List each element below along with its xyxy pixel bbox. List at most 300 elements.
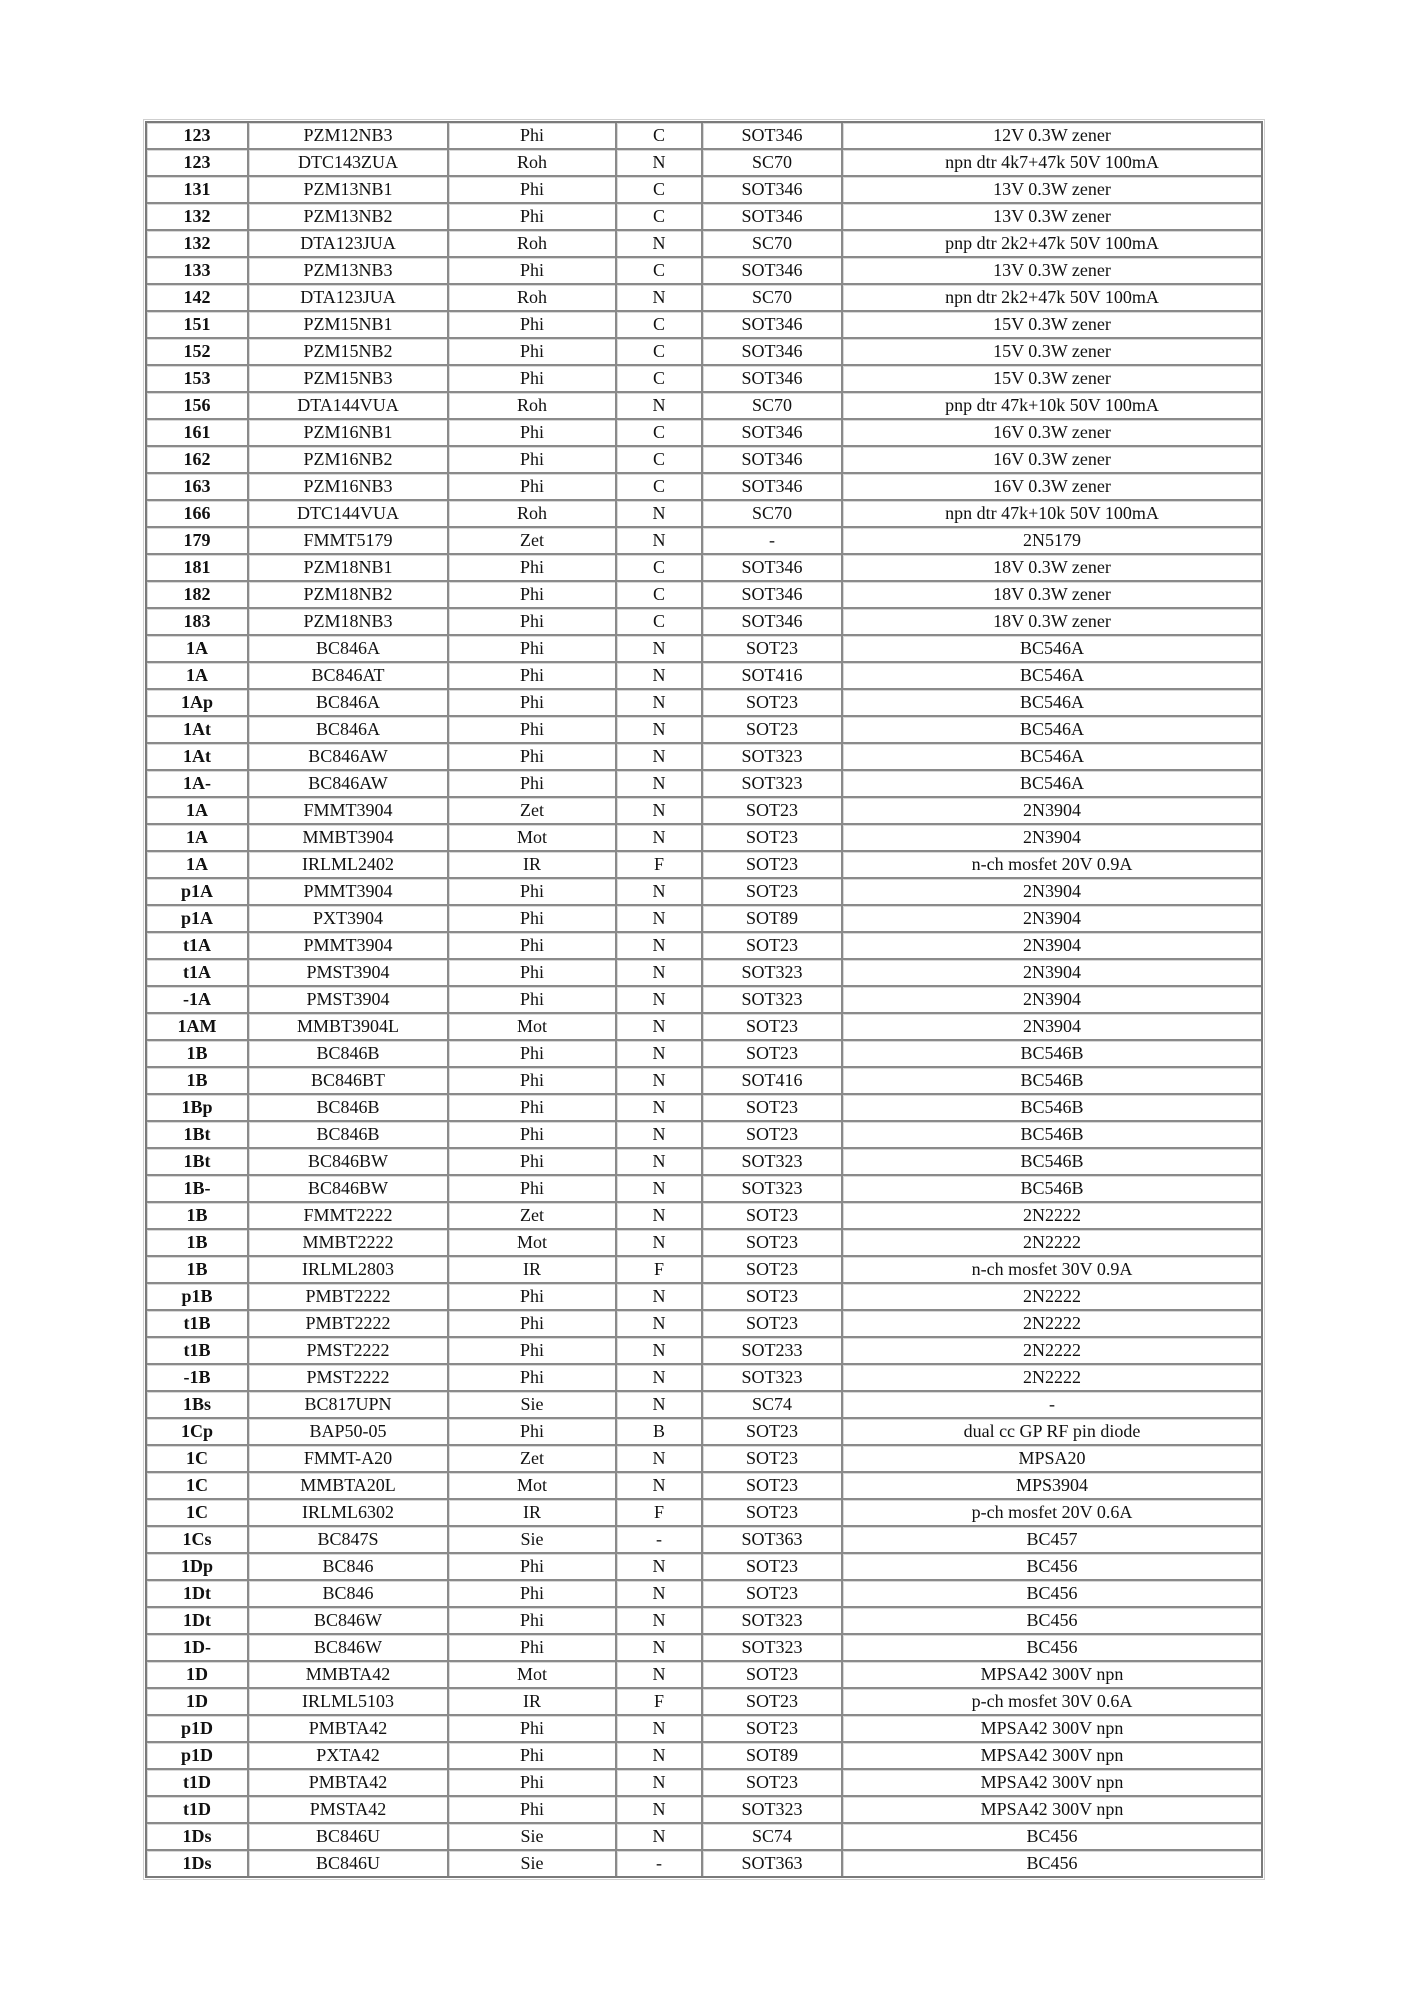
- package-cell: SOT323: [703, 987, 843, 1014]
- description-cell: MPSA42 300V npn: [843, 1797, 1261, 1824]
- package-cell: SOT23: [703, 852, 843, 879]
- marking-code-cell: 1A: [147, 852, 249, 879]
- type-code-cell: C: [617, 420, 703, 447]
- description-cell: MPSA42 300V npn: [843, 1770, 1261, 1797]
- table-row: [147, 123, 1261, 150]
- type-code-cell: N: [617, 906, 703, 933]
- table-row: [147, 1392, 1261, 1419]
- type-code-cell: N: [617, 690, 703, 717]
- description-cell: BC546A: [843, 690, 1261, 717]
- marking-code-cell: 1A: [147, 663, 249, 690]
- type-code-cell: N: [617, 1554, 703, 1581]
- manufacturer-cell: Phi: [449, 1581, 617, 1608]
- description-cell: BC456: [843, 1824, 1261, 1851]
- manufacturer-cell: Phi: [449, 1554, 617, 1581]
- type-code-cell: N: [617, 933, 703, 960]
- manufacturer-cell: Phi: [449, 1311, 617, 1338]
- marking-code-cell: 161: [147, 420, 249, 447]
- table-row: [147, 663, 1261, 690]
- type-code-cell: N: [617, 1230, 703, 1257]
- type-code-cell: N: [617, 825, 703, 852]
- manufacturer-cell: Phi: [449, 906, 617, 933]
- marking-code-cell: 166: [147, 501, 249, 528]
- marking-code-cell: -1B: [147, 1365, 249, 1392]
- package-cell: SC70: [703, 231, 843, 258]
- package-cell: SOT346: [703, 609, 843, 636]
- marking-code-cell: 1B: [147, 1230, 249, 1257]
- description-cell: BC456: [843, 1581, 1261, 1608]
- package-cell: SOT323: [703, 1176, 843, 1203]
- type-code-cell: N: [617, 1716, 703, 1743]
- table-row: [147, 1176, 1261, 1203]
- marking-code-cell: 1B: [147, 1068, 249, 1095]
- marking-code-cell: 1A: [147, 636, 249, 663]
- manufacturer-cell: Mot: [449, 825, 617, 852]
- part-number-cell: BC846B: [249, 1095, 449, 1122]
- package-cell: SOT416: [703, 1068, 843, 1095]
- package-cell: SOT23: [703, 798, 843, 825]
- part-number-cell: PMBT2222: [249, 1284, 449, 1311]
- marking-code-cell: 1C: [147, 1446, 249, 1473]
- type-code-cell: N: [617, 960, 703, 987]
- table-row: [147, 1068, 1261, 1095]
- table-row: [147, 1662, 1261, 1689]
- table-row: [147, 879, 1261, 906]
- part-number-cell: PMST2222: [249, 1338, 449, 1365]
- part-number-cell: BC846: [249, 1581, 449, 1608]
- marking-code-cell: 183: [147, 609, 249, 636]
- part-number-cell: FMMT-A20: [249, 1446, 449, 1473]
- description-cell: BC546A: [843, 717, 1261, 744]
- package-cell: SOT346: [703, 555, 843, 582]
- marking-code-cell: 1A-: [147, 771, 249, 798]
- manufacturer-cell: Phi: [449, 1122, 617, 1149]
- marking-code-cell: 123: [147, 123, 249, 150]
- package-cell: SOT23: [703, 933, 843, 960]
- manufacturer-cell: IR: [449, 1500, 617, 1527]
- marking-code-cell: p1D: [147, 1743, 249, 1770]
- part-number-cell: BC846AW: [249, 744, 449, 771]
- type-code-cell: N: [617, 1068, 703, 1095]
- part-number-cell: BC846B: [249, 1041, 449, 1068]
- table-row: [147, 339, 1261, 366]
- package-cell: SOT323: [703, 771, 843, 798]
- marking-code-cell: t1B: [147, 1311, 249, 1338]
- package-cell: SOT346: [703, 204, 843, 231]
- type-code-cell: N: [617, 1284, 703, 1311]
- description-cell: 2N3904: [843, 960, 1261, 987]
- description-cell: 13V 0.3W zener: [843, 177, 1261, 204]
- marking-code-cell: t1B: [147, 1338, 249, 1365]
- part-number-cell: BC846W: [249, 1635, 449, 1662]
- type-code-cell: F: [617, 1689, 703, 1716]
- type-code-cell: N: [617, 1149, 703, 1176]
- description-cell: -: [843, 1392, 1261, 1419]
- part-number-cell: PZM15NB3: [249, 366, 449, 393]
- type-code-cell: C: [617, 123, 703, 150]
- table-row: [147, 1257, 1261, 1284]
- part-number-cell: PMSTA42: [249, 1797, 449, 1824]
- part-number-cell: DTA144VUA: [249, 393, 449, 420]
- description-cell: 15V 0.3W zener: [843, 339, 1261, 366]
- marking-code-cell: -1A: [147, 987, 249, 1014]
- package-cell: SOT323: [703, 1797, 843, 1824]
- package-cell: SOT23: [703, 825, 843, 852]
- package-cell: SOT23: [703, 1311, 843, 1338]
- manufacturer-cell: Phi: [449, 663, 617, 690]
- description-cell: 13V 0.3W zener: [843, 258, 1261, 285]
- table-row: [147, 528, 1261, 555]
- package-cell: SOT89: [703, 1743, 843, 1770]
- manufacturer-cell: Phi: [449, 717, 617, 744]
- type-code-cell: C: [617, 312, 703, 339]
- description-cell: 2N3904: [843, 987, 1261, 1014]
- marking-code-cell: 1Bt: [147, 1149, 249, 1176]
- package-cell: SOT346: [703, 312, 843, 339]
- description-cell: MPSA42 300V npn: [843, 1662, 1261, 1689]
- package-cell: SOT23: [703, 1689, 843, 1716]
- type-code-cell: N: [617, 1581, 703, 1608]
- part-number-cell: BC847S: [249, 1527, 449, 1554]
- table-row: [147, 1689, 1261, 1716]
- manufacturer-cell: Phi: [449, 771, 617, 798]
- marking-code-cell: 1C: [147, 1500, 249, 1527]
- package-cell: SOT363: [703, 1527, 843, 1554]
- package-cell: SOT346: [703, 123, 843, 150]
- description-cell: 2N3904: [843, 825, 1261, 852]
- package-cell: SOT23: [703, 1770, 843, 1797]
- type-code-cell: B: [617, 1419, 703, 1446]
- description-cell: 2N5179: [843, 528, 1261, 555]
- type-code-cell: C: [617, 582, 703, 609]
- part-number-cell: PZM16NB1: [249, 420, 449, 447]
- table-row: [147, 987, 1261, 1014]
- manufacturer-cell: Phi: [449, 933, 617, 960]
- description-cell: MPSA42 300V npn: [843, 1743, 1261, 1770]
- manufacturer-cell: Phi: [449, 1068, 617, 1095]
- marking-code-cell: 1Bp: [147, 1095, 249, 1122]
- manufacturer-cell: Zet: [449, 528, 617, 555]
- manufacturer-cell: Phi: [449, 744, 617, 771]
- manufacturer-cell: Phi: [449, 1176, 617, 1203]
- description-cell: BC546B: [843, 1176, 1261, 1203]
- type-code-cell: N: [617, 1122, 703, 1149]
- package-cell: SC74: [703, 1392, 843, 1419]
- marking-code-cell: t1A: [147, 960, 249, 987]
- table-row: [147, 1122, 1261, 1149]
- description-cell: 2N2222: [843, 1365, 1261, 1392]
- description-cell: 13V 0.3W zener: [843, 204, 1261, 231]
- description-cell: BC546B: [843, 1122, 1261, 1149]
- package-cell: SOT23: [703, 1203, 843, 1230]
- table-row: [147, 852, 1261, 879]
- marking-code-cell: 1A: [147, 798, 249, 825]
- manufacturer-cell: Mot: [449, 1230, 617, 1257]
- manufacturer-cell: Phi: [449, 258, 617, 285]
- description-cell: 16V 0.3W zener: [843, 474, 1261, 501]
- description-cell: 15V 0.3W zener: [843, 366, 1261, 393]
- part-number-cell: PZM13NB2: [249, 204, 449, 231]
- part-number-cell: BC846W: [249, 1608, 449, 1635]
- marking-code-cell: p1A: [147, 879, 249, 906]
- manufacturer-cell: Phi: [449, 339, 617, 366]
- package-cell: SOT323: [703, 1149, 843, 1176]
- description-cell: npn dtr 2k2+47k 50V 100mA: [843, 285, 1261, 312]
- description-cell: 2N3904: [843, 933, 1261, 960]
- package-cell: SOT23: [703, 1014, 843, 1041]
- manufacturer-cell: Phi: [449, 1608, 617, 1635]
- type-code-cell: C: [617, 177, 703, 204]
- part-number-cell: PMBT2222: [249, 1311, 449, 1338]
- manufacturer-cell: Zet: [449, 1446, 617, 1473]
- type-code-cell: F: [617, 1257, 703, 1284]
- marking-code-cell: 181: [147, 555, 249, 582]
- package-cell: SOT23: [703, 1662, 843, 1689]
- marking-code-cell: 1D: [147, 1662, 249, 1689]
- manufacturer-cell: Mot: [449, 1662, 617, 1689]
- part-number-cell: FMMT5179: [249, 528, 449, 555]
- type-code-cell: N: [617, 1635, 703, 1662]
- table-row: [147, 933, 1261, 960]
- table-row: [147, 150, 1261, 177]
- type-code-cell: N: [617, 1446, 703, 1473]
- manufacturer-cell: Phi: [449, 1770, 617, 1797]
- type-code-cell: C: [617, 474, 703, 501]
- table-row: [147, 906, 1261, 933]
- manufacturer-cell: Phi: [449, 582, 617, 609]
- marking-code-cell: 1B: [147, 1041, 249, 1068]
- type-code-cell: N: [617, 663, 703, 690]
- table-row: [147, 1284, 1261, 1311]
- table-row: [147, 1716, 1261, 1743]
- manufacturer-cell: Phi: [449, 1095, 617, 1122]
- package-cell: SOT346: [703, 582, 843, 609]
- manufacturer-cell: Phi: [449, 555, 617, 582]
- table-row: [147, 771, 1261, 798]
- part-number-cell: BAP50-05: [249, 1419, 449, 1446]
- description-cell: 2N2222: [843, 1284, 1261, 1311]
- description-cell: BC546A: [843, 744, 1261, 771]
- marking-code-cell: 1Ap: [147, 690, 249, 717]
- package-cell: SOT233: [703, 1338, 843, 1365]
- table-row: [147, 1095, 1261, 1122]
- type-code-cell: N: [617, 798, 703, 825]
- package-cell: SOT23: [703, 1230, 843, 1257]
- table-row: [147, 1338, 1261, 1365]
- table-row: [147, 744, 1261, 771]
- description-cell: BC546B: [843, 1041, 1261, 1068]
- part-number-cell: PZM12NB3: [249, 123, 449, 150]
- table-row: [147, 960, 1261, 987]
- manufacturer-cell: Phi: [449, 690, 617, 717]
- marking-code-cell: 123: [147, 150, 249, 177]
- description-cell: BC546A: [843, 663, 1261, 690]
- marking-code-cell: 1B: [147, 1203, 249, 1230]
- description-cell: 18V 0.3W zener: [843, 582, 1261, 609]
- manufacturer-cell: Phi: [449, 987, 617, 1014]
- manufacturer-cell: Phi: [449, 1365, 617, 1392]
- description-cell: 18V 0.3W zener: [843, 609, 1261, 636]
- table-row: [147, 177, 1261, 204]
- description-cell: 2N3904: [843, 798, 1261, 825]
- package-cell: SOT323: [703, 1365, 843, 1392]
- package-cell: SC70: [703, 501, 843, 528]
- table-row: [147, 1554, 1261, 1581]
- description-cell: 2N2222: [843, 1230, 1261, 1257]
- manufacturer-cell: Phi: [449, 204, 617, 231]
- part-number-cell: BC817UPN: [249, 1392, 449, 1419]
- manufacturer-cell: Phi: [449, 420, 617, 447]
- marking-code-cell: 162: [147, 447, 249, 474]
- type-code-cell: N: [617, 717, 703, 744]
- package-cell: SOT23: [703, 1095, 843, 1122]
- marking-code-cell: 142: [147, 285, 249, 312]
- manufacturer-cell: Roh: [449, 393, 617, 420]
- marking-code-cell: 152: [147, 339, 249, 366]
- manufacturer-cell: Sie: [449, 1392, 617, 1419]
- type-code-cell: C: [617, 609, 703, 636]
- part-number-cell: BC846A: [249, 717, 449, 744]
- manufacturer-cell: Phi: [449, 312, 617, 339]
- package-cell: SOT23: [703, 717, 843, 744]
- description-cell: n-ch mosfet 20V 0.9A: [843, 852, 1261, 879]
- table-row: [147, 1203, 1261, 1230]
- marking-code-cell: 1Dt: [147, 1581, 249, 1608]
- part-number-cell: PMMT3904: [249, 879, 449, 906]
- table-row: [147, 1041, 1261, 1068]
- marking-code-cell: 153: [147, 366, 249, 393]
- package-cell: SOT23: [703, 1500, 843, 1527]
- package-cell: SOT23: [703, 1257, 843, 1284]
- part-number-cell: PMMT3904: [249, 933, 449, 960]
- table-row: [147, 636, 1261, 663]
- manufacturer-cell: Phi: [449, 1635, 617, 1662]
- part-number-cell: PZM18NB3: [249, 609, 449, 636]
- marking-code-cell: 133: [147, 258, 249, 285]
- marking-code-cell: 1Dp: [147, 1554, 249, 1581]
- manufacturer-cell: Roh: [449, 231, 617, 258]
- table-row: [147, 1149, 1261, 1176]
- package-cell: SC70: [703, 150, 843, 177]
- manufacturer-cell: Sie: [449, 1824, 617, 1851]
- package-cell: SC74: [703, 1824, 843, 1851]
- table-row: [147, 1851, 1261, 1876]
- type-code-cell: N: [617, 501, 703, 528]
- type-code-cell: N: [617, 1365, 703, 1392]
- package-cell: SOT346: [703, 420, 843, 447]
- table-row: [147, 420, 1261, 447]
- part-number-cell: PZM13NB1: [249, 177, 449, 204]
- description-cell: pnp dtr 47k+10k 50V 100mA: [843, 393, 1261, 420]
- manufacturer-cell: Phi: [449, 879, 617, 906]
- manufacturer-cell: Mot: [449, 1473, 617, 1500]
- part-number-cell: DTC143ZUA: [249, 150, 449, 177]
- table-row: [147, 1581, 1261, 1608]
- marking-code-cell: 1Cs: [147, 1527, 249, 1554]
- description-cell: 2N2222: [843, 1311, 1261, 1338]
- package-cell: SOT346: [703, 177, 843, 204]
- description-cell: npn dtr 47k+10k 50V 100mA: [843, 501, 1261, 528]
- part-number-cell: MMBT3904L: [249, 1014, 449, 1041]
- part-number-cell: PMBTA42: [249, 1770, 449, 1797]
- table-row: [147, 1824, 1261, 1851]
- manufacturer-cell: Phi: [449, 1041, 617, 1068]
- description-cell: 2N3904: [843, 906, 1261, 933]
- type-code-cell: N: [617, 150, 703, 177]
- table-row: [147, 447, 1261, 474]
- table-row: [147, 1797, 1261, 1824]
- description-cell: dual cc GP RF pin diode: [843, 1419, 1261, 1446]
- description-cell: BC456: [843, 1608, 1261, 1635]
- marking-code-cell: 1AM: [147, 1014, 249, 1041]
- table-row: [147, 1635, 1261, 1662]
- marking-code-cell: 132: [147, 231, 249, 258]
- table-row: [147, 1743, 1261, 1770]
- manufacturer-cell: IR: [449, 1689, 617, 1716]
- type-code-cell: N: [617, 879, 703, 906]
- package-cell: SOT323: [703, 1608, 843, 1635]
- package-cell: SOT346: [703, 366, 843, 393]
- package-cell: SC70: [703, 393, 843, 420]
- type-code-cell: N: [617, 771, 703, 798]
- type-code-cell: N: [617, 987, 703, 1014]
- marking-code-cell: 156: [147, 393, 249, 420]
- type-code-cell: N: [617, 1041, 703, 1068]
- part-number-cell: BC846AW: [249, 771, 449, 798]
- manufacturer-cell: IR: [449, 852, 617, 879]
- type-code-cell: N: [617, 528, 703, 555]
- manufacturer-cell: Phi: [449, 1797, 617, 1824]
- part-number-cell: PZM13NB3: [249, 258, 449, 285]
- manufacturer-cell: Phi: [449, 636, 617, 663]
- part-number-cell: MMBTA42: [249, 1662, 449, 1689]
- part-number-cell: PZM16NB2: [249, 447, 449, 474]
- description-cell: 16V 0.3W zener: [843, 447, 1261, 474]
- marking-code-cell: 1B-: [147, 1176, 249, 1203]
- table-row: [147, 474, 1261, 501]
- package-cell: SOT23: [703, 1122, 843, 1149]
- part-number-cell: PZM15NB2: [249, 339, 449, 366]
- description-cell: MPS3904: [843, 1473, 1261, 1500]
- description-cell: 2N3904: [843, 879, 1261, 906]
- part-number-cell: BC846B: [249, 1122, 449, 1149]
- marking-code-cell: t1A: [147, 933, 249, 960]
- description-cell: 12V 0.3W zener: [843, 123, 1261, 150]
- table-row: [147, 231, 1261, 258]
- type-code-cell: N: [617, 393, 703, 420]
- type-code-cell: F: [617, 1500, 703, 1527]
- table-row: [147, 204, 1261, 231]
- table-row: [147, 555, 1261, 582]
- table-body: [147, 123, 1261, 1876]
- table-row: [147, 1014, 1261, 1041]
- type-code-cell: N: [617, 1824, 703, 1851]
- manufacturer-cell: Phi: [449, 609, 617, 636]
- marking-code-cell: 1B: [147, 1257, 249, 1284]
- package-cell: SOT23: [703, 1716, 843, 1743]
- marking-code-cell: 1D: [147, 1689, 249, 1716]
- marking-code-cell: 1At: [147, 744, 249, 771]
- part-number-cell: BC846BW: [249, 1149, 449, 1176]
- manufacturer-cell: Roh: [449, 501, 617, 528]
- part-number-cell: DTA123JUA: [249, 285, 449, 312]
- description-cell: BC546A: [843, 636, 1261, 663]
- package-cell: SOT23: [703, 1284, 843, 1311]
- marking-code-cell: 1D-: [147, 1635, 249, 1662]
- manufacturer-cell: Phi: [449, 1419, 617, 1446]
- type-code-cell: N: [617, 1797, 703, 1824]
- manufacturer-cell: Zet: [449, 1203, 617, 1230]
